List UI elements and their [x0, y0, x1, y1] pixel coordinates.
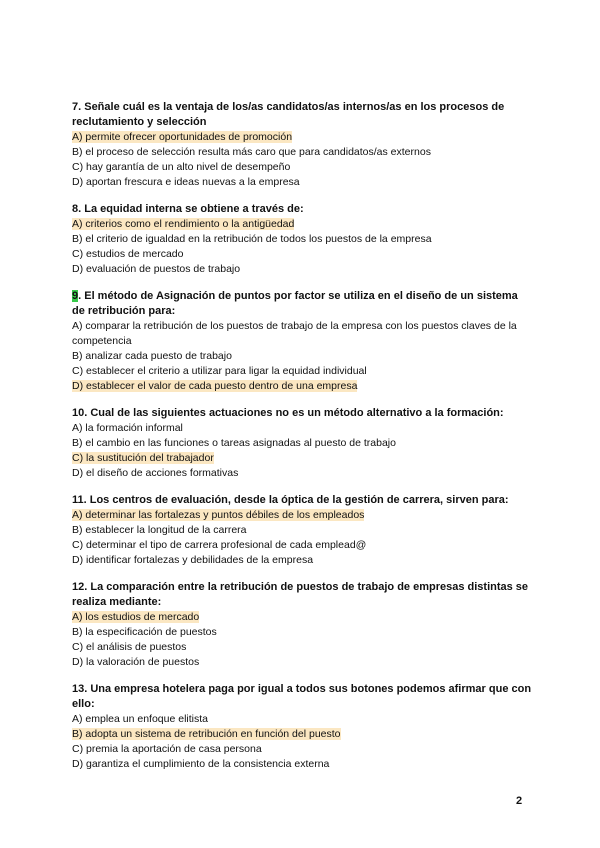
option-d: D) identificar fortalezas y debilidades de la empresa [72, 554, 314, 566]
option-d: D) evaluación de puestos de trabajo [72, 263, 241, 275]
option-d: D) la valoración de puestos [72, 656, 200, 668]
option-b: B) analizar cada puesto de trabajo [72, 350, 232, 362]
highlighted-answer: A) los estudios de mercado [72, 611, 200, 623]
option-c: C) determinar el tipo de carrera profesional de cada emplead@ [72, 539, 367, 551]
option-a [72, 217, 532, 232]
option-b [72, 727, 532, 742]
highlighted-answer: A) permite ofrecer oportunidades de promoción [72, 131, 293, 143]
option-a: A) comparar la retribución de los puestos de trabajo de la empresa con los puestos claves de la competencia [72, 320, 517, 347]
question-7 [72, 100, 532, 190]
exam-page-content [72, 100, 532, 784]
option-a: A) la formación informal [72, 422, 183, 434]
option-c [72, 451, 532, 466]
option-c: C) el análisis de puestos [72, 641, 187, 653]
highlighted-answer: B) adopta un sistema de retribución en función del puesto [72, 728, 341, 740]
question-10 [72, 406, 532, 481]
option-b: B) la especificación de puestos [72, 626, 217, 638]
option-b: B) el proceso de selección resulta más caro que para candidatos/as externos [72, 146, 431, 158]
question-title: 13. Una empresa hotelera paga por igual a todos sus botones podemos afirmar que con ello: [72, 683, 532, 710]
question-title: 8. La equidad interna se obtiene a través de: [72, 203, 304, 215]
question-title: 12. La comparación entre la retribución de puestos de trabajo de empresas distintas se realiza mediante: [72, 581, 529, 608]
question-11 [72, 493, 532, 568]
question-title-text: . El método de Asignación de puntos por factor se utiliza en el diseño de un sistema de retribución para: [72, 290, 518, 317]
question-title: 10. Cual de las siguientes actuaciones no es un método alternativo a la formación: [72, 407, 504, 419]
option-b: B) el criterio de igualdad en la retribución de todos los puestos de la empresa [72, 233, 432, 245]
option-a [72, 130, 532, 145]
highlighted-answer: D) establecer el valor de cada puesto dentro de una empresa [72, 380, 358, 392]
option-c: C) estudios de mercado [72, 248, 184, 260]
question-title [72, 289, 532, 319]
option-d [72, 379, 532, 394]
question-8 [72, 202, 532, 277]
question-title: 7. Señale cuál es la ventaja de los/as candidatos/as internos/as en los procesos de reclutamiento y selección [72, 101, 505, 128]
option-c: C) premia la aportación de casa persona [72, 743, 262, 755]
option-c: C) hay garantía de un alto nivel de desempeño [72, 161, 291, 173]
option-b: B) establecer la longitud de la carrera [72, 524, 247, 536]
option-a: A) emplea un enfoque elitista [72, 713, 209, 725]
question-12 [72, 580, 532, 670]
highlighted-answer: C) la sustitución del trabajador [72, 452, 214, 464]
option-d: D) el diseño de acciones formativas [72, 467, 239, 479]
option-c: C) establecer el criterio a utilizar para ligar la equidad individual [72, 365, 367, 377]
question-9 [72, 289, 532, 394]
option-d: D) garantiza el cumplimiento de la consistencia externa [72, 758, 330, 770]
highlighted-answer: A) criterios como el rendimiento o la antigüedad [72, 218, 295, 230]
option-a [72, 610, 532, 625]
option-b: B) el cambio en las funciones o tareas asignadas al puesto de trabajo [72, 437, 396, 449]
question-title: 11. Los centros de evaluación, desde la óptica de la gestión de carrera, sirven para: [72, 494, 509, 506]
page-number: 2 [516, 795, 523, 807]
question-number-highlight: 9 [72, 290, 79, 302]
option-d: D) aportan frescura e ideas nuevas a la empresa [72, 176, 300, 188]
question-13 [72, 682, 532, 772]
highlighted-answer: A) determinar las fortalezas y puntos débiles de los empleados [72, 509, 365, 521]
option-a [72, 508, 532, 523]
